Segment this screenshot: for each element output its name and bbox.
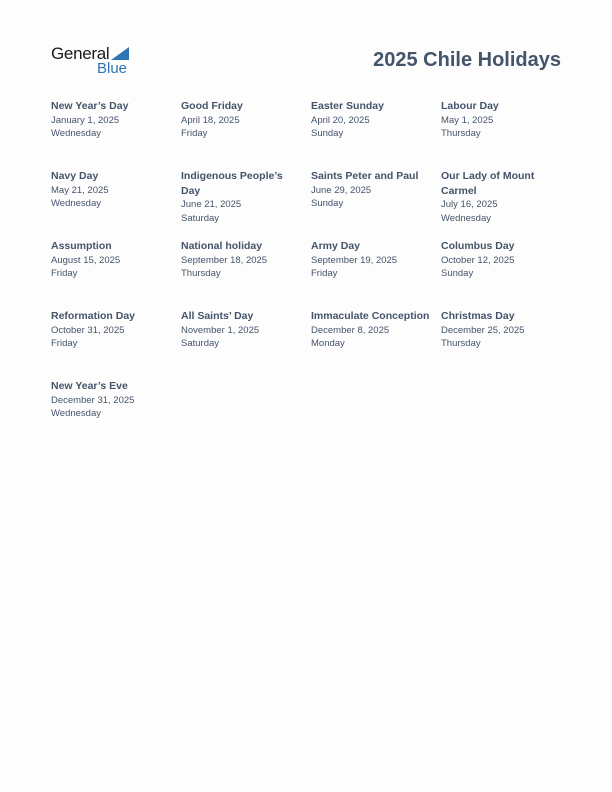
holiday-name: All Saints’ Day — [181, 310, 254, 322]
holiday-day: Sunday — [311, 198, 344, 209]
holiday-entry — [181, 239, 311, 309]
holiday-date: September 19, 2025 — [311, 254, 398, 266]
holiday-day: Saturday — [181, 212, 220, 224]
holiday-day: Thursday — [181, 268, 221, 279]
holiday-name: Labour Day — [441, 100, 499, 112]
holiday-day: Sunday — [441, 268, 474, 279]
holiday-entry — [181, 99, 311, 169]
holiday-entry — [311, 309, 441, 379]
holiday-name: Army Day — [311, 240, 361, 252]
holiday-day: Friday — [51, 338, 78, 349]
holiday-date: October 12, 2025 — [441, 254, 515, 266]
holiday-day: Saturday — [181, 338, 220, 349]
holiday-name: Navy Day — [51, 170, 99, 182]
holiday-name: New Year’s Day — [51, 100, 129, 112]
holiday-day: Thursday — [441, 338, 481, 349]
holiday-row — [51, 99, 571, 169]
holiday-date: October 31, 2025 — [51, 324, 125, 336]
holiday-date: April 18, 2025 — [181, 114, 240, 126]
holiday-name: Assumption — [51, 240, 112, 252]
holiday-row — [51, 239, 571, 309]
holiday-name: Saints Peter and Paul — [311, 170, 419, 182]
holiday-entry — [181, 309, 311, 379]
page-title: 2025 Chile Holidays — [373, 49, 561, 71]
holiday-date: December 25, 2025 — [441, 324, 525, 336]
holiday-date: May 21, 2025 — [51, 184, 109, 196]
holiday-entry — [441, 309, 571, 379]
holiday-day: Wednesday — [51, 128, 101, 139]
holiday-entry — [441, 239, 571, 309]
holiday-entry — [51, 239, 181, 309]
holiday-entry — [311, 239, 441, 309]
holiday-day: Wednesday — [441, 212, 491, 224]
holiday-date: June 21, 2025 — [181, 199, 242, 210]
holiday-entry — [311, 99, 441, 169]
holiday-name: Easter Sunday — [311, 100, 384, 112]
holiday-day: Friday — [51, 268, 78, 279]
logo-general-text: General — [51, 44, 110, 63]
holiday-day: Wednesday — [51, 198, 101, 209]
holiday-grid — [51, 99, 571, 449]
holiday-date: December 31, 2025 — [51, 394, 135, 406]
holiday-date: July 16, 2025 — [441, 199, 498, 210]
holiday-entry — [51, 309, 181, 379]
holiday-date: May 1, 2025 — [441, 114, 494, 126]
holiday-date: January 1, 2025 — [51, 114, 120, 126]
holiday-entry — [441, 99, 571, 169]
holiday-entry — [181, 169, 311, 239]
holiday-date: April 20, 2025 — [311, 114, 370, 126]
holiday-day: Friday — [181, 128, 208, 139]
holiday-name: Columbus Day — [441, 240, 515, 252]
holiday-name: National holiday — [181, 240, 263, 252]
holiday-day: Thursday — [441, 128, 481, 139]
holiday-day: Wednesday — [51, 408, 101, 419]
generalblue-logo — [51, 44, 135, 78]
holiday-entry — [51, 169, 181, 239]
logo-blue-text: Blue — [97, 60, 128, 77]
holiday-day: Friday — [311, 268, 338, 279]
logo-triangle-icon — [111, 47, 129, 60]
holiday-entry — [441, 169, 571, 239]
holiday-entry — [51, 99, 181, 169]
holiday-name: Our Lady of Mount Carmel — [441, 170, 535, 197]
holiday-name: Good Friday — [181, 100, 243, 112]
holiday-date: December 8, 2025 — [311, 324, 390, 336]
holiday-name: Immaculate Conception — [311, 310, 430, 322]
holiday-row — [51, 379, 571, 449]
holiday-entry — [311, 169, 441, 239]
holiday-day: Monday — [311, 338, 345, 349]
holiday-name: Indigenous People’s Day — [181, 170, 283, 197]
holiday-name: Christmas Day — [441, 310, 515, 322]
holiday-row — [51, 169, 571, 239]
holiday-date: June 29, 2025 — [311, 184, 372, 196]
holiday-date: August 15, 2025 — [51, 254, 121, 266]
holiday-date: September 18, 2025 — [181, 254, 268, 266]
holiday-day: Sunday — [311, 128, 344, 139]
holiday-entry — [51, 379, 181, 449]
holiday-name: Reformation Day — [51, 310, 136, 322]
holiday-name: New Year’s Eve — [51, 380, 128, 392]
holiday-row — [51, 309, 571, 379]
holiday-date: November 1, 2025 — [181, 324, 260, 336]
